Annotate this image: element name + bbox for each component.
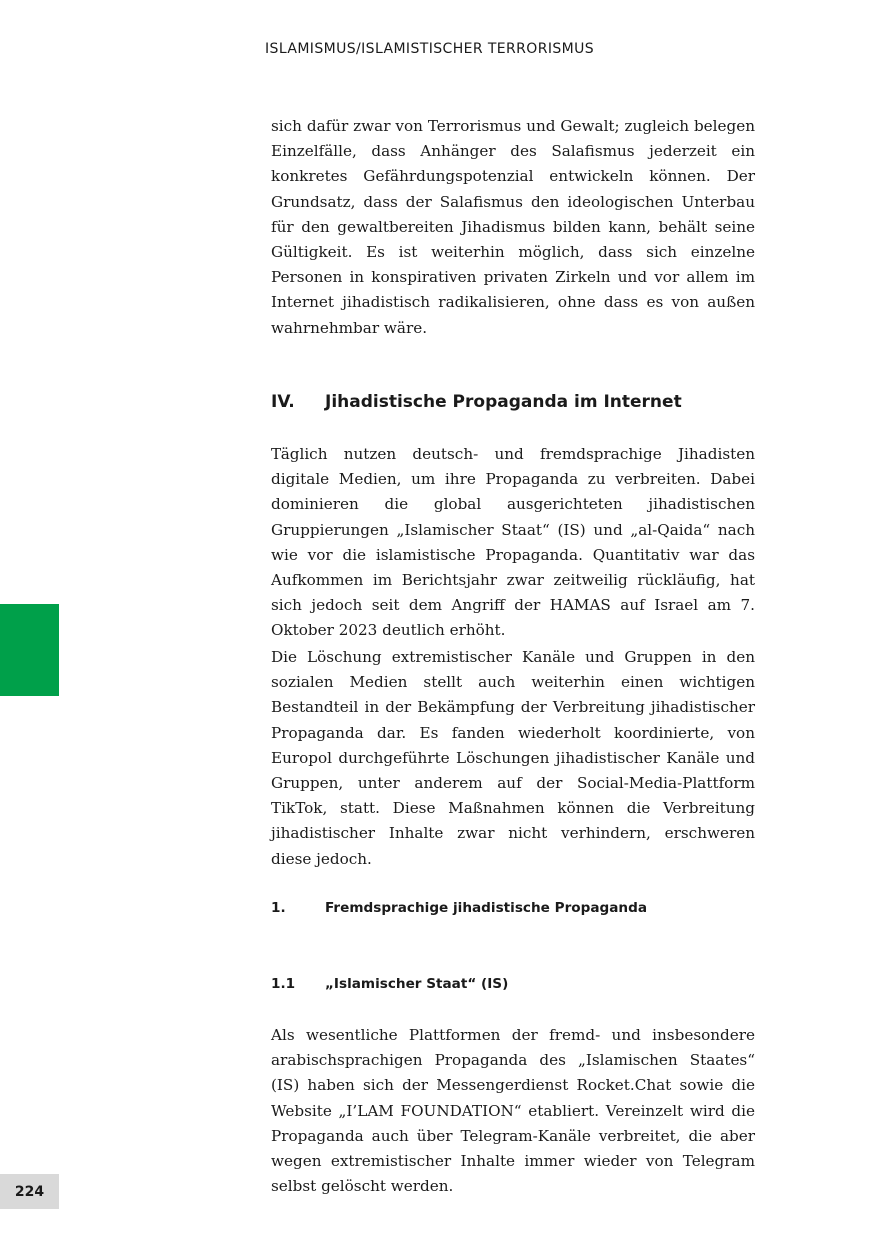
subsection-number: 1.1 (271, 976, 296, 992)
subsection-heading-1 (271, 900, 647, 916)
section-number: IV. (271, 392, 295, 412)
paragraph-text: Als wesentliche Plattformen der fremd- und insbesondere arabischsprachigen Propaganda des „Islamischen Staates“ (IS) haben sich der Messengerdienst Rocket.Chat sowie die Website „I’LAM FOUNDATION“ etabliert. Vereinzelt wird die Propaganda auch über Telegram-Kanäle verbreitet, die aber wegen extremistischer Inhalte immer wieder von Telegram selbst gelöscht werden. (271, 1026, 755, 1196)
paragraph-text: sich dafür zwar von Terrorismus und Gewalt; zugleich belegen Einzelfälle, dass Anhänger des Salafismus jederzeit ein konkretes Gefährdungspotenzial entwickeln können. Der Grundsatz, dass der Salafismus den ideologischen Unterbau für den gewaltbereiten Jihadismus bilden kann, behält seine Gültigkeit. Es ist weiterhin möglich, dass sich einzelne Personen in konspirativen privaten Zirkeln und vor allem im Internet jihadistisch radikalisieren, ohne dass es von außen wahrnehmbar wäre. (271, 117, 755, 337)
subsection-title: „Islamischer Staat“ (IS) (325, 976, 509, 992)
subsection-heading-1-1 (271, 976, 508, 992)
chapter-tab-marker (0, 604, 59, 696)
paragraph-is-platforms (271, 1023, 755, 1199)
subsection-number: 1. (271, 900, 286, 916)
paragraph-propaganda (271, 442, 755, 644)
page-number: 224 (0, 1174, 59, 1209)
paragraph-intro (271, 114, 755, 341)
running-header: ISLAMISMUS/ISLAMISTISCHER TERRORISMUS (265, 41, 595, 57)
paragraph-deletion (271, 645, 755, 872)
subsection-title: Fremdsprachige jihadistische Propaganda (325, 900, 647, 916)
paragraph-text: Täglich nutzen deutsch- und fremdsprachige Jihadisten digitale Medien, um ihre Propaganda zu verbreiten. Dabei dominieren die global ausgerichteten jihadistischen Gruppierungen „Islamischer Staat“ (IS) und „al-Qaida“ nach wie vor die islamistische Propaganda. Quantitativ war das Aufkommen im Berichtsjahr zwar zeitweilig rückläufig, hat sich jedoch seit dem Angriff der HAMAS auf Israel am 7. Oktober 2023 deutlich erhöht. (271, 445, 755, 640)
section-title: Jihadistische Propaganda im Internet (325, 392, 682, 412)
paragraph-text: Die Löschung extremistischer Kanäle und Gruppen in den sozialen Medien stellt auch weiterhin einen wichtigen Bestandteil in der Bekämpfung der Verbreitung jihadistischer Propaganda dar. Es fanden wiederholt koordinierte, von Europol durchgeführte Löschungen jihadistischer Kanäle und Gruppen, unter anderem auf der Social-Media-Plattform TikTok, statt. Diese Maßnahmen können die Verbreitung jihadistischer Inhalte zwar nicht verhindern, erschweren diese jedoch. (271, 648, 755, 868)
section-heading (271, 392, 682, 412)
